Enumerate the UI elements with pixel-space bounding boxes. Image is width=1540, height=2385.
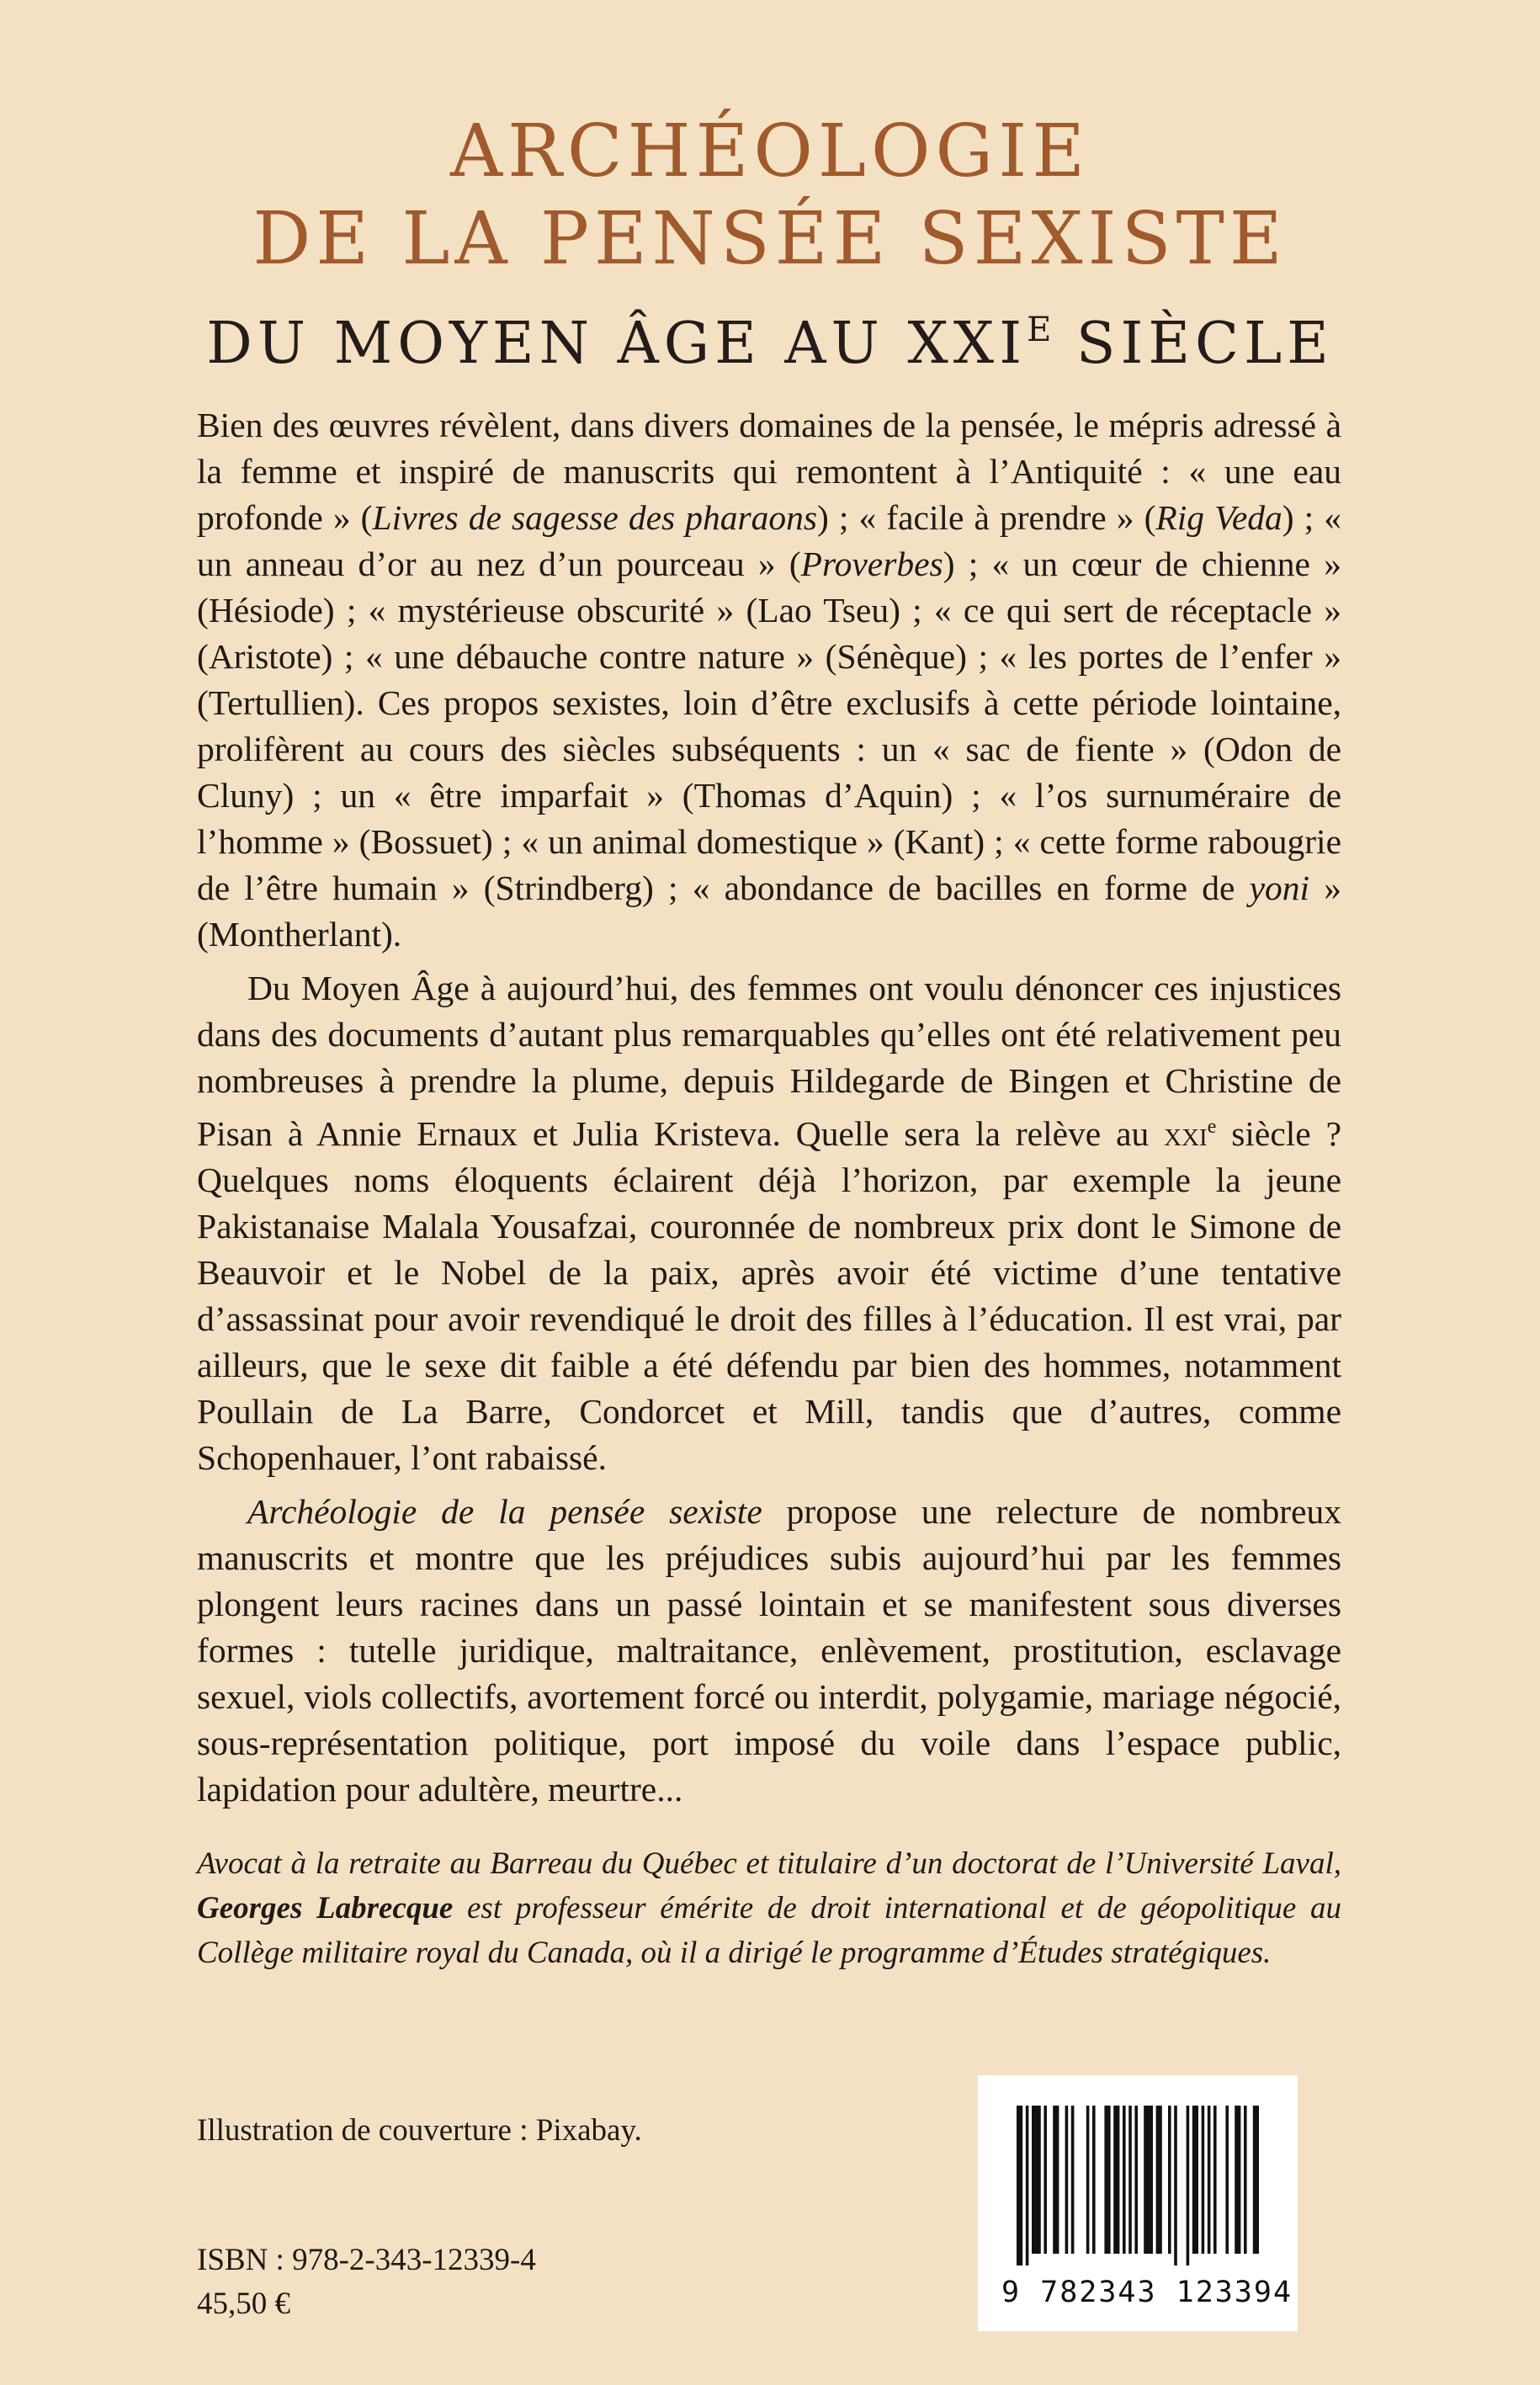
barcode-bar: [1235, 2106, 1240, 2254]
barcode-bar: [1123, 2106, 1126, 2254]
author-bio: [197, 1841, 1341, 1975]
barcode-bar: [1134, 2106, 1138, 2254]
text-run: » (Montherlant).: [197, 868, 1342, 953]
barcode-bar: [1065, 2106, 1069, 2254]
subtitle-end: SIÈCLE: [1053, 311, 1334, 377]
blurb: [197, 402, 1341, 1813]
barcode-bar: [1128, 2106, 1132, 2254]
price: 45,50 €: [197, 2287, 290, 2321]
barcode-bar: [1253, 2106, 1259, 2254]
barcode-bar: [1208, 2106, 1211, 2254]
italic-title: Rig Veda: [1155, 498, 1282, 537]
text-run: ) ; « facile à prendre » (: [817, 498, 1156, 537]
subtitle-superscript: E: [1027, 311, 1054, 349]
text-run: Du Moyen Âge à aujourd’hui, des femmes ont voulu dénoncer ces injustices dans des documents d’autant plus remarquables qu’elles ont été relativement peu nombreuses à prendre la plume, depuis Hildegarde de Bingen et Christine de Pisan à Annie Ernaux et Julia Kristeva. Quelle sera la relève au: [197, 969, 1341, 1153]
isbn: ISBN : 978-2-343-12339-4: [197, 2243, 536, 2277]
barcode-bar: [1086, 2106, 1090, 2254]
text-run: siècle ? Quelques noms éloquents éclairent déjà l’horizon, par exemple la jeune Pakistanaise Malala Yousafzai, couronnée de nombreux prix dont le Simone de Beauvoir et le Nobel de la paix, après avoir été victime d’une tentative d’assassinat pour avoir revendiqué le droit des filles à l’éducation. Il est vrai, par ailleurs, que le sexe dit faible a été défendu par bien des hommes, notamment Poullain de La Barre, Condorcet et Mill, tandis que d’autres, comme Schopenhauer, l’ont rabaissé.: [197, 1113, 1342, 1477]
author-name: Georges Labrecque: [197, 1891, 454, 1926]
barcode-bar: [1104, 2106, 1110, 2254]
text-run: est professeur émérite de droit international et de géopolitique au Collège militaire royal du Canada, où il a dirigé le programme d’Études stratégiques.: [197, 1891, 1341, 1970]
text-run: ) ; « un anneau d’or au nez d’un pourceau » (: [197, 498, 1341, 583]
barcode-bar: [1032, 2106, 1041, 2254]
cover-credit: Illustration de couverture : Pixabay.: [197, 2113, 642, 2148]
text-run: Bien des œuvres révèlent, dans divers domaines de la pensée, le mépris adressé à la femme et inspiré de manuscrits qui remontent à l’Antiquité : « une eau profonde » (: [197, 406, 1341, 537]
title-block: [0, 108, 1540, 386]
century-numeral: xxi: [1164, 1113, 1208, 1153]
blurb-paragraph-2: [197, 965, 1341, 1481]
subtitle-main: DU MOYEN ÂGE AU XXI: [206, 311, 1028, 377]
subtitle: [0, 288, 1540, 386]
barcode-bar: [1144, 2106, 1153, 2254]
barcode-bar: [1092, 2106, 1096, 2254]
italic-title: Proverbes: [800, 544, 943, 583]
barcode-digits: 9 782343 123394: [1001, 2276, 1293, 2309]
blurb-paragraph-1: [197, 402, 1341, 958]
barcode-bars: [1013, 2106, 1262, 2265]
barcode-bar: [1202, 2106, 1205, 2254]
barcode: [978, 2075, 1298, 2331]
italic-word: yoni: [1249, 868, 1310, 907]
title-line-2: DE LA PENSÉE SEXISTE: [252, 197, 1288, 281]
barcode-bar: [1174, 2106, 1177, 2265]
text-run: Avocat à la retraite au Barreau du Québec et titulaire d’un doctorat de l’Université Laval,: [197, 1846, 1341, 1881]
barcode-bar: [1053, 2106, 1059, 2254]
barcode-bar: [1225, 2106, 1229, 2254]
barcode-bar: [1026, 2106, 1029, 2265]
barcode-bar: [1187, 2106, 1190, 2265]
barcode-bar: [1192, 2106, 1198, 2254]
barcode-bar: [1213, 2106, 1217, 2254]
italic-book-title: Archéologie de la pensée sexiste: [247, 1491, 762, 1531]
barcode-bar: [1017, 2106, 1022, 2265]
barcode-bar: [1244, 2106, 1247, 2254]
barcode-bar: [1043, 2106, 1047, 2254]
title-line-1: ARCHÉOLOGIE: [449, 109, 1090, 194]
barcode-bar: [1071, 2106, 1075, 2254]
barcode-bar: [1156, 2106, 1162, 2254]
blurb-paragraph-3: [197, 1489, 1341, 1813]
century-superscript: e: [1207, 1116, 1217, 1138]
text-run: propose une relecture de nombreux manuscrits et montre que les préjudices subis aujourd’hui par les femmes plongent leurs racines dans un passé lointain et se manifestent sous diverses formes : tutelle juridique, maltraitance, enlèvement, prostitution, esclavage sexuel, viols collectifs, avortement forcé ou interdit, polygamie, mariage négocié, sous-représentation politique, port imposé du voile dans l’espace public, lapidation pour adultère, meurtre...: [197, 1491, 1341, 1809]
italic-title: Livres de sagesse des pharaons: [372, 498, 818, 537]
barcode-bar: [1168, 2106, 1171, 2254]
text-run: ) ; « un cœur de chienne » (Hésiode) ; « mystérieuse obscurité » (Lao Tseu) ; « ce qui sert de réceptacle » (Aristote) ; « une débauche contre nature » (Sénèque) ; « les portes de l’enfer » (Tertullien). Ces propos sexistes, loin d’être exclusifs à cette période lointaine, prolifèrent au cours des siècles subséquents : un « sac de fiente » (Odon de Cluny) ; un « être imparfait » (Thomas d’Aquin) ; « l’os surnuméraire de l’homme » (Bossuet) ; « un animal domestique » (Kant) ; « cette forme rabougrie de l’être humain » (Strindberg) ; « abondance de bacilles en forme de: [197, 544, 1341, 907]
barcode-bar: [1113, 2106, 1119, 2254]
